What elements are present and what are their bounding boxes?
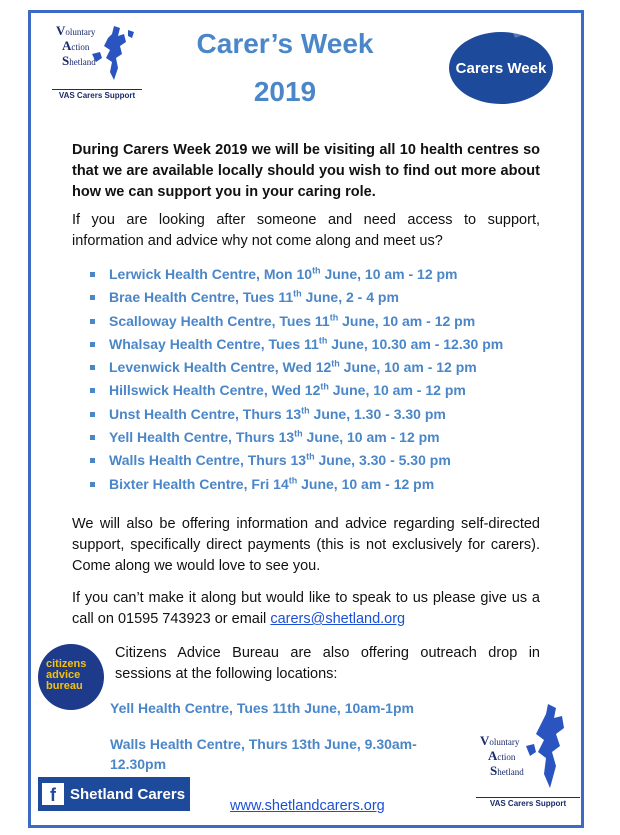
vas-letter-v: V [56,23,66,38]
email-link[interactable]: carers@shetland.org [270,611,406,627]
vas-letter-s: S [490,763,498,778]
carers-week-word1: Carers [455,59,504,77]
citizens-advice-logo [38,644,104,710]
list-item: Levenwick Health Centre, Wed 12th June, 10 am - 12 pm [90,356,503,379]
cab-location-1: Yell Health Centre, Tues 11th June, 10am-1pm [110,700,414,716]
vas-word-v: oluntary [489,737,520,747]
list-item: Yell Health Centre, Thurs 13th June, 10 am - 12 pm [90,426,503,449]
list-item: Brae Health Centre, Tues 11th June, 2 - 4 pm [90,286,503,309]
vas-tagline: VAS Carers Support [476,797,580,808]
vas-logo-footer [476,730,580,810]
list-item: Walls Health Centre, Thurs 13th June, 3.30 - 5.30 pm [90,449,503,472]
facebook-banner[interactable] [38,777,190,811]
cab-logo-line1: citizens [46,658,87,670]
facebook-icon: f [42,783,64,805]
cab-logo-line3: bureau [46,680,83,692]
contact-text: If you can’t make it along but would like to speak to us please give us a call on 01595 743923 or email [72,590,540,627]
vas-word-a: ction [497,752,516,762]
vas-letter-a: A [488,748,498,763]
contact-paragraph [72,588,540,630]
vas-logo [52,22,142,102]
list-item: Whalsay Health Centre, Tues 11th June, 10.30 am - 12.30 pm [90,333,503,356]
list-item: Bixter Health Centre, Fri 14th June, 10 am - 12 pm [90,473,503,496]
intro-question: If you are looking after someone and need access to support, information and advice why not come along and meet us? [72,212,540,249]
vas-word-s: hetland [69,57,96,67]
self-directed-support-paragraph: We will also be offering information and advice regarding self-directed support, specifically direct payments (this is not exclusively for carers). Come along we would love to see you. [72,516,540,574]
shetland-map-icon [520,702,574,792]
page-title: Carer’s Week [196,28,374,59]
vas-word-s: hetland [497,767,524,777]
cab-location-2: Walls Health Centre, Thurs 13th June, 9.30am- [110,736,417,752]
vas-letter-v: V [480,733,490,748]
cab-logo-line2: advice [46,669,81,681]
vas-letter-a: A [62,38,72,53]
intro-lead: During Carers Week 2019 we will be visiting all 10 health centres so that we are available locally should you wish to find out more about how we can support you in your caring role. [72,142,540,200]
website-link[interactable]: www.shetlandcarers.org [230,798,385,814]
carers-week-logo [449,32,553,104]
vas-word-a: ction [71,42,90,52]
vas-letter-s: S [62,53,70,68]
carers-week-word2: Week [507,59,547,77]
list-item: Lerwick Health Centre, Mon 10th June, 10 am - 12 pm [90,263,503,286]
page-title-year: 2019 [253,76,317,107]
cab-paragraph: Citizens Advice Bureau are also offering outreach drop in sessions at the following locations: [115,645,540,682]
list-item: Scalloway Health Centre, Tues 11th June, 10 am - 12 pm [90,310,503,333]
list-item: Unst Health Centre, Thurs 13th June, 1.30 - 3.30 pm [90,403,503,426]
list-item: Hillswick Health Centre, Wed 12th June, 10 am - 12 pm [90,379,503,402]
cab-location-2-cont: 12.30pm [110,756,167,772]
vas-word-v: oluntary [65,27,96,37]
vas-tagline: VAS Carers Support [52,89,142,100]
location-list [90,263,503,496]
facebook-label: Shetland Carers [70,785,186,803]
